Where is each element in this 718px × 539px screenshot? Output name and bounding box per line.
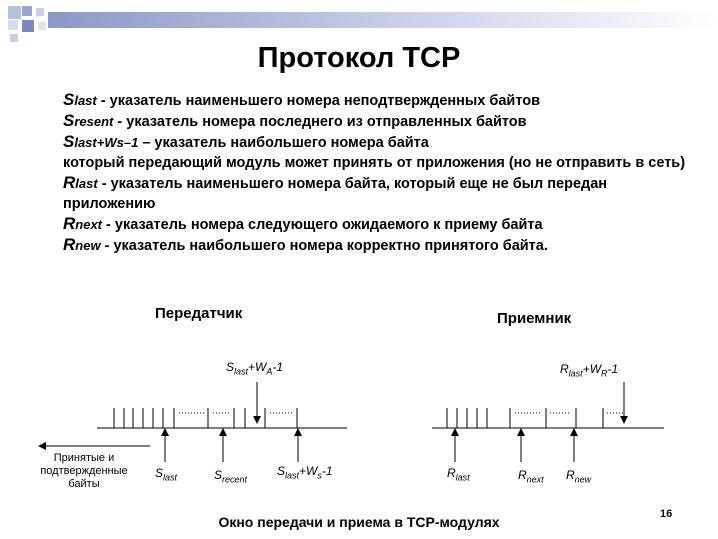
sender-heading: Передатчик xyxy=(155,305,243,322)
s-last-wa-label: $S_{last}+W_A-1$ xyxy=(226,360,284,377)
definition-s-resent: Sresent - указатель номера последнего из отправленных байтов xyxy=(63,111,527,130)
r-last-label: $R_{last}$ xyxy=(447,466,470,483)
s-recent-label: $S_{recent}$ xyxy=(214,468,248,485)
definition-r-next: Rnext - указатель номера следующего ожидаемого к приему байта xyxy=(63,214,543,233)
page-number: 16 xyxy=(660,508,673,520)
definition-r-new: Rnew - указатель наибольшего номера корректно принятого байта. xyxy=(63,235,548,254)
definition-r-last: Rlast - указатель наименьшего номера байта, который еще не был передан приложению xyxy=(63,173,608,212)
figure-caption: Окно передачи и приема в TCP-модулях xyxy=(218,514,500,530)
s-last-label: $S_{last}$ xyxy=(155,466,178,483)
r-new-label: $R_{new}$ xyxy=(566,468,592,485)
definition-s-last: Slast - указатель наименьшего номера неподтвержденных байтов xyxy=(63,90,541,109)
definition-s-last-ws-cont: который передающий модуль может принять от приложения (но не отправить в сеть) xyxy=(63,155,686,171)
r-last-wr-label: $R_{last}+W_R-1$ xyxy=(560,362,619,379)
s-last-ws-label: $S_{last}+W_s-1$ xyxy=(277,464,333,481)
accepted-bytes-label: Принятые и подтвержденные байты xyxy=(40,452,128,490)
sender-ticks xyxy=(114,408,297,428)
receiver-ticks xyxy=(447,408,603,428)
receiver-heading: Приемник xyxy=(497,310,572,327)
definition-s-last-ws: Slast+Ws–1 – указатель наибольшего номера байта xyxy=(63,132,429,151)
r-next-label: $R_{next}$ xyxy=(518,468,544,485)
slide-title: Протокол TCP xyxy=(257,42,461,74)
